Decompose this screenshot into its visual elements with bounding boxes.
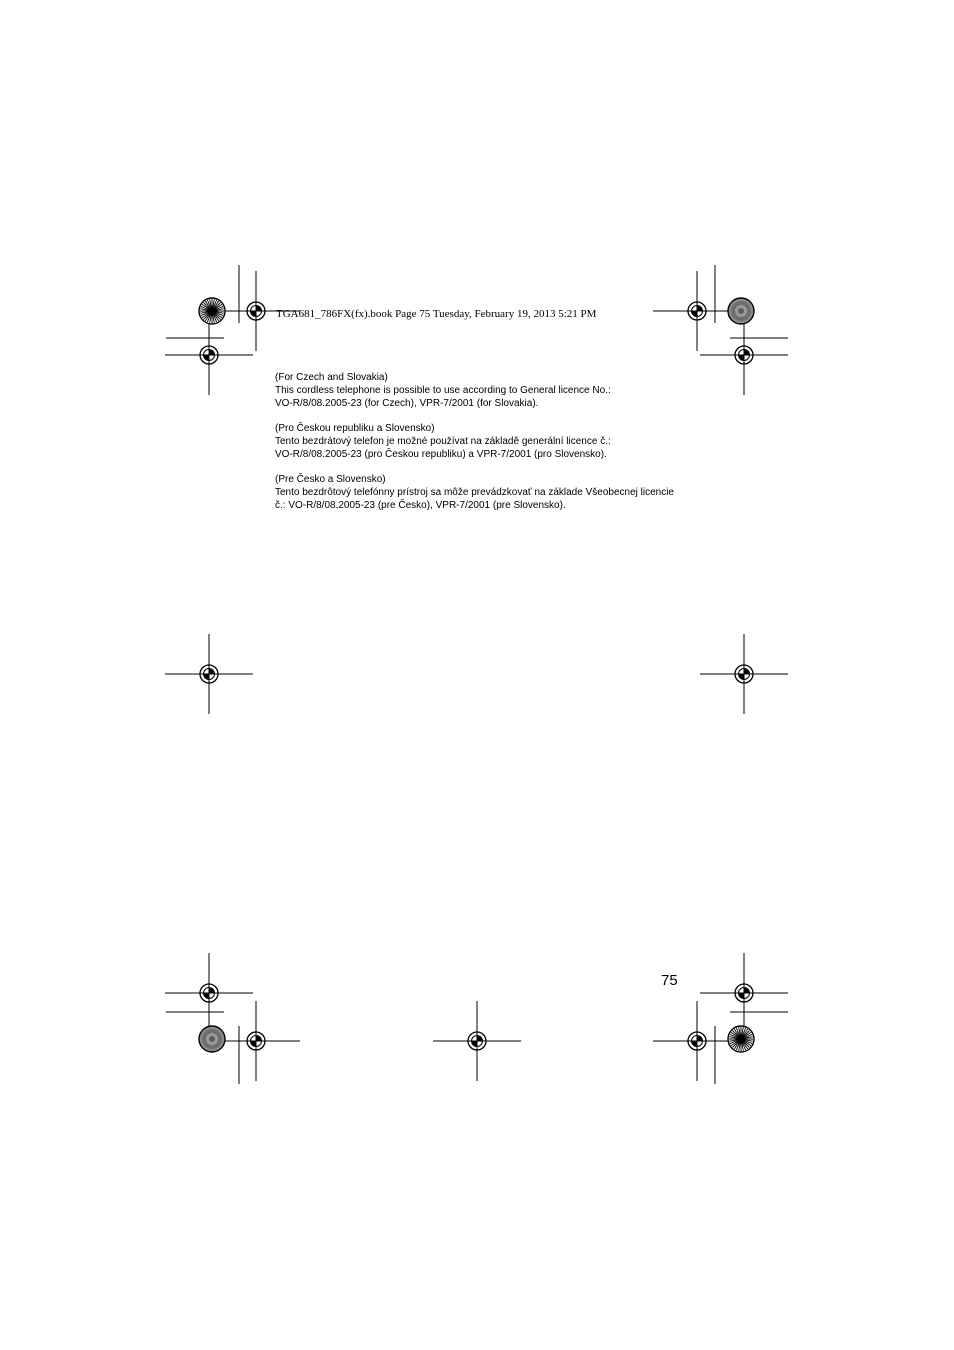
section-text-line: č.: VO-R/8/08.2005-23 (pre Česko), VPR-7/2001 (pre Slovensko). xyxy=(275,500,566,511)
file-info-header: TGA681_786FX(fx).book Page 75 Tuesday, February 19, 2013 5:21 PM xyxy=(276,308,597,320)
registration-mark-right-upper xyxy=(700,315,788,395)
section-heading: (Pre Česko a Slovensko) xyxy=(275,474,386,485)
section-text-line: This cordless telephone is possible to use according to General licence No.: xyxy=(275,385,611,396)
section-text-line: Tento bezdrátový telefon je možné používat na základě generální licence č.: xyxy=(275,436,611,447)
section-text-line: VO-R/8/08.2005-23 (pro Českou republiku) a VPR-7/2001 (pro Slovensko). xyxy=(275,449,607,460)
section-heading: (For Czech and Slovakia) xyxy=(275,372,388,383)
registration-mark-right-middle xyxy=(700,634,788,714)
registration-mark-left-lower xyxy=(165,953,253,1033)
star-target-top-left-icon xyxy=(199,298,225,324)
registration-mark-bottom-center xyxy=(433,1001,521,1081)
licence-section-english xyxy=(275,371,695,410)
page-number: 75 xyxy=(661,972,678,989)
registration-mark-left-upper xyxy=(165,315,253,395)
licence-section-slovak xyxy=(275,473,695,512)
registration-mark-left-middle xyxy=(165,634,253,714)
section-heading: (Pro Českou republiku a Slovensko) xyxy=(275,423,435,434)
grey-target-bottom-left-icon xyxy=(199,1026,225,1052)
section-text-line: Tento bezdrôtový telefónny prístroj sa môže prevádzkovať na základe Všeobecnej licencie xyxy=(275,487,674,498)
section-text-line: VO-R/8/08.2005-23 (for Czech), VPR-7/2001 (for Slovakia). xyxy=(275,398,539,409)
star-target-bottom-right-icon xyxy=(728,1026,754,1052)
grey-target-top-right-icon xyxy=(728,298,754,324)
licence-section-czech xyxy=(275,422,695,461)
registration-mark-right-lower xyxy=(700,953,788,1033)
